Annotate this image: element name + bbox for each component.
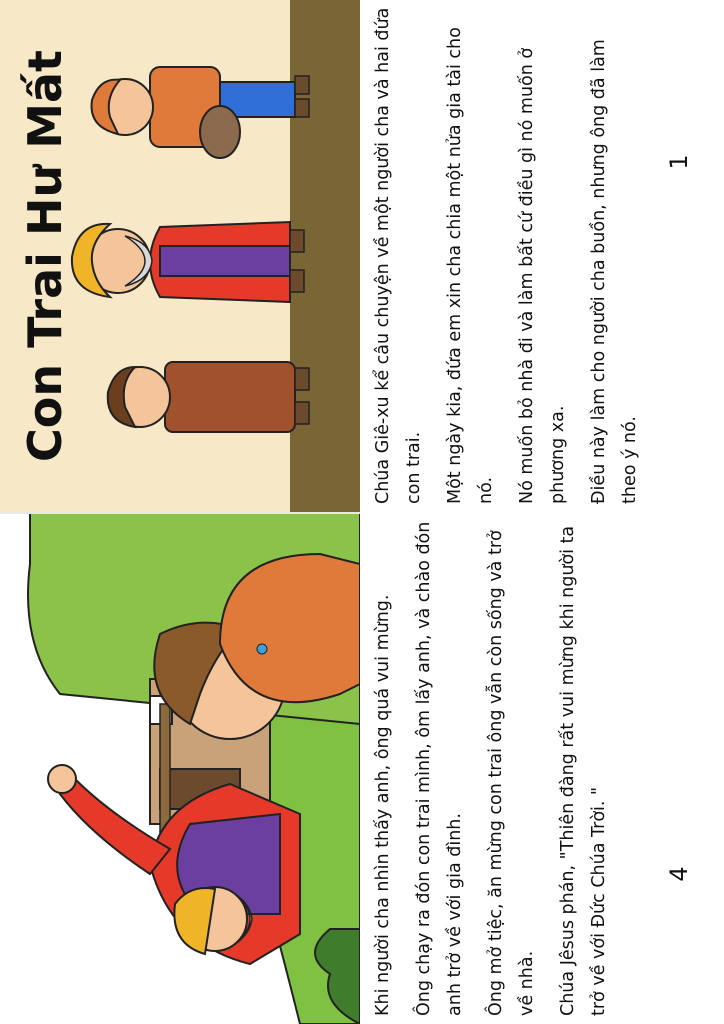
page-4-text	[368, 518, 625, 1016]
page-1-paragraph-2: Một ngày kia, đứa em xin cha chia một nửa gia tài cho nó.	[445, 27, 496, 504]
page-4-paragraph-4: Chúa Jêsus phán, "Thiên đàng rất vui mừng khi người ta trở về với Đức Chúa Trời. "	[558, 525, 609, 1016]
story-title: Con Trai Hư Mất	[18, 49, 72, 463]
page-1-text	[368, 6, 656, 504]
page-1-paragraph-1: Chúa Giê-xu kể câu chuyện về một người cha và hai đứa con trai.	[373, 7, 424, 504]
page-1-paragraph-3: Nó muốn bỏ nhà đi và làm bất cứ điều gì nó muốn ở phương xa.	[517, 47, 568, 504]
page-1-paragraph-4: Điều này làm cho người cha buồn, nhưng ông đã làm theo ý nó.	[589, 39, 640, 504]
father-embracing-son-illustration	[0, 512, 360, 1024]
page-number-1: 1	[665, 154, 693, 170]
page-4-paragraph-1: Khi người cha nhìn thấy anh, ông quá vui mừng.	[373, 594, 393, 1016]
page-4	[0, 512, 724, 1024]
page-4-paragraph-3: Ông mở tiệc, ăn mừng con trai ông vẫn còn sống và trở về nhà.	[486, 530, 537, 1016]
father-embracing-son-picture	[0, 512, 360, 1024]
page-number-4: 4	[665, 866, 693, 882]
page-4-paragraph-2: Ông chạy ra đón con trai mình, ôm lấy anh, và chào đón anh trở về với gia đình.	[414, 521, 465, 1016]
father-and-two-sons-illustration	[0, 0, 360, 512]
